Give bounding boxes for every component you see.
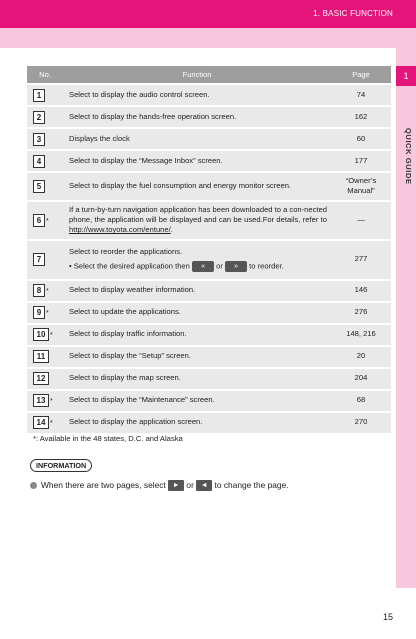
table-row	[27, 85, 391, 105]
info-or: or	[186, 480, 194, 490]
table-row	[27, 303, 391, 323]
entune-link[interactable]: http://www.toyota.com/entune/	[69, 225, 171, 235]
number-badge: 12	[33, 372, 49, 385]
table-row	[27, 241, 391, 279]
number-badge: 4	[33, 155, 45, 168]
availability-asterisk: *	[50, 398, 53, 405]
page-cell: 74	[331, 85, 391, 105]
section-title: 1. BASIC FUNCTION	[313, 9, 393, 18]
number-badge: 8	[33, 284, 45, 297]
function-cell: Select to update the applications.	[63, 303, 331, 323]
table-row	[27, 369, 391, 389]
table-header-row	[27, 66, 391, 83]
page-line: “Owner’s	[345, 176, 377, 185]
table-row	[27, 107, 391, 127]
table-row	[27, 347, 391, 367]
availability-asterisk: *	[50, 420, 53, 427]
page-cell: 277	[331, 241, 391, 279]
pink-band	[0, 28, 416, 48]
page-cell: 270	[331, 413, 391, 433]
number-badge: 7	[33, 253, 45, 266]
availability-asterisk: *	[50, 332, 53, 339]
function-cell: Select to display the “Message Inbox” screen.	[63, 151, 331, 171]
header-page: Page	[331, 66, 391, 83]
reorder-bullet: • Select the desired application then « or » to reorder.	[69, 261, 284, 271]
availability-asterisk: *	[46, 310, 49, 317]
function-text: If a turn-by-turn navigation application has been downloaded to a con-nected phone, the application will be displayed and can be used.For details, refer to	[69, 204, 327, 224]
table-row	[27, 129, 391, 149]
page-cell	[331, 173, 391, 200]
function-table	[27, 64, 391, 435]
function-text: Select to reorder the applications.	[69, 246, 183, 256]
page-cell: 60	[331, 129, 391, 149]
availability-asterisk: *	[46, 217, 49, 225]
number-badge: 13	[33, 394, 49, 407]
page-line: Manual”	[347, 186, 375, 196]
page-number: 15	[383, 612, 394, 622]
table-row	[27, 173, 391, 200]
table-row	[27, 413, 391, 433]
info-text-start: When there are two pages, select	[41, 480, 166, 490]
number-badge: 6	[33, 214, 45, 227]
function-cell: Select to display traffic information.	[63, 325, 331, 345]
page-cell: 68	[331, 391, 391, 411]
page-cell: 177	[331, 151, 391, 171]
header-no: No.	[27, 66, 63, 83]
page-cell: —	[331, 202, 391, 239]
page-cell: 20	[331, 347, 391, 367]
page-cell: 204	[331, 369, 391, 389]
page-cell: 276	[331, 303, 391, 323]
table-row	[27, 391, 391, 411]
fast-forward-icon: »	[225, 261, 247, 272]
bullet-text: Select the desired application then	[73, 261, 190, 271]
information-text	[30, 480, 289, 491]
number-badge: 14	[33, 416, 49, 429]
table-row	[27, 325, 391, 345]
previous-page-icon: ◄	[196, 480, 212, 491]
or-text: or	[216, 261, 223, 271]
next-page-icon: ►	[168, 480, 184, 491]
rewind-icon: «	[192, 261, 214, 272]
function-text-end: .	[170, 225, 173, 235]
function-cell: Displays the clock	[63, 129, 331, 149]
availability-footnote: *: Available in the 48 states, D.C. and Alaska	[33, 434, 183, 443]
page-cell: 148, 216	[331, 325, 391, 345]
function-cell: Select to display the fuel consumption and energy monitor screen.	[63, 173, 331, 200]
number-badge: 11	[33, 350, 49, 363]
function-cell: Select to display the “Setup” screen.	[63, 347, 331, 367]
page-cell: 146	[331, 281, 391, 301]
bullet-icon	[30, 482, 37, 489]
info-text-end: to change the page.	[214, 480, 289, 490]
function-cell: Select to display the map screen.	[63, 369, 331, 389]
number-badge: 3	[33, 133, 45, 146]
table-row	[27, 281, 391, 301]
number-badge: 9	[33, 306, 45, 319]
function-cell	[63, 241, 331, 279]
function-cell: Select to display weather information.	[63, 281, 331, 301]
number-badge: 5	[33, 180, 45, 193]
page-cell: 162	[331, 107, 391, 127]
function-cell: Select to display the application screen.	[63, 413, 331, 433]
bullet-text-end: to reorder.	[249, 261, 284, 271]
information-badge: INFORMATION	[30, 459, 92, 472]
table-row	[27, 202, 391, 239]
chapter-label: QUICK GUIDE	[404, 128, 413, 185]
function-cell: Select to display the hands-free operation screen.	[63, 107, 331, 127]
chapter-tab: 1	[396, 66, 416, 86]
number-badge: 10	[33, 328, 49, 341]
table-row	[27, 151, 391, 171]
number-badge: 2	[33, 111, 45, 124]
function-cell	[63, 202, 331, 239]
availability-asterisk: *	[46, 288, 49, 295]
header-function: Function	[63, 66, 331, 83]
function-cell: Select to display the “Maintenance” screen.	[63, 391, 331, 411]
function-cell: Select to display the audio control screen.	[63, 85, 331, 105]
number-badge: 1	[33, 89, 45, 102]
top-banner	[0, 0, 416, 28]
